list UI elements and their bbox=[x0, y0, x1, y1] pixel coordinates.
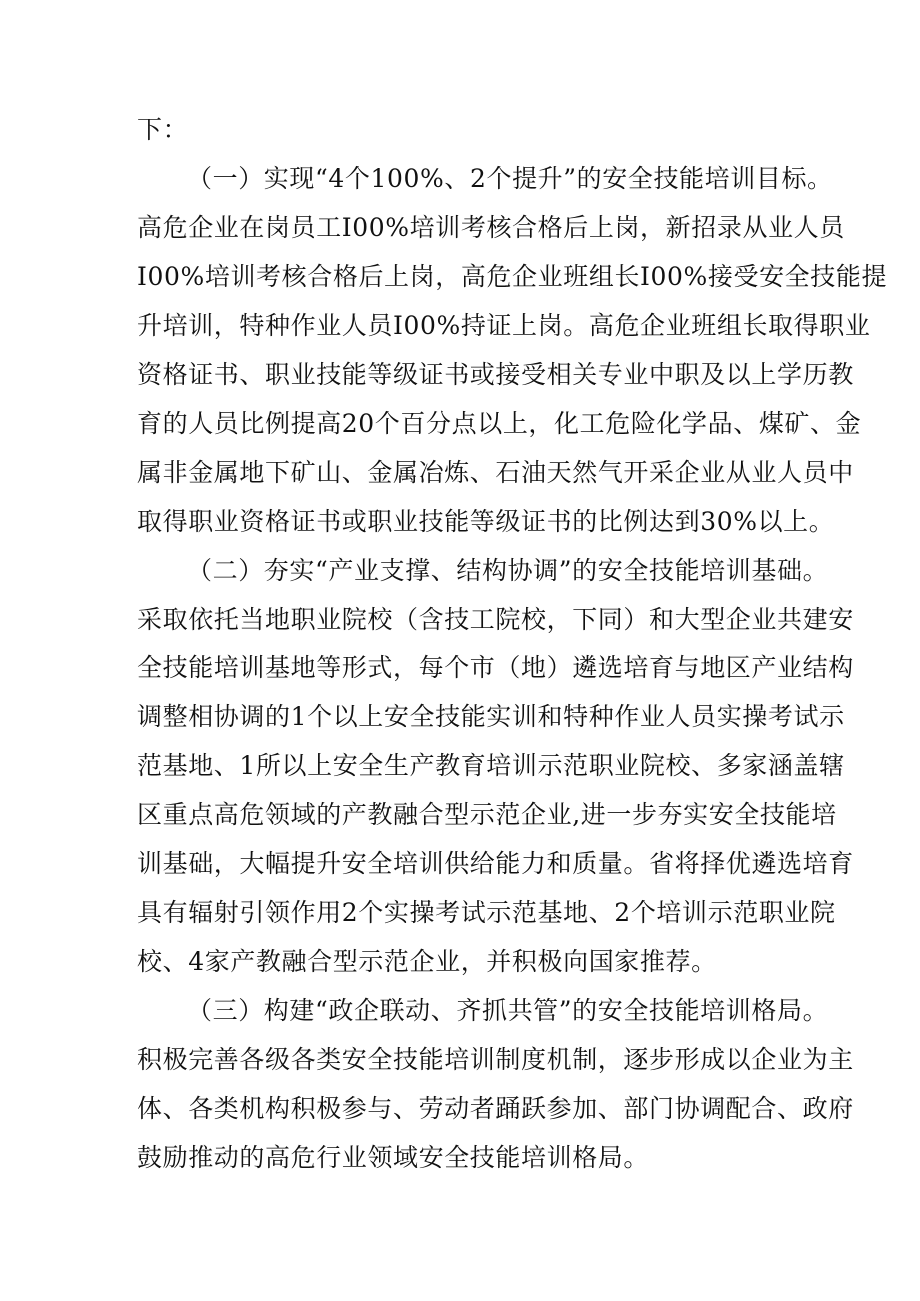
text-line: 范基地、1所以上安全生产教育培训示范职业院校、多家涵盖辖 bbox=[137, 751, 845, 780]
section-heading-2: （二）夯实“产业支撑、结构协调”的安全技能培训基础。 bbox=[187, 556, 829, 585]
text-line: 区重点高危领域的产教融合型示范企业,进一步夯实安全技能培 bbox=[137, 800, 837, 829]
text-line: 积极完善各级各类安全技能培训制度机制，逐步形成以企业为主 bbox=[137, 1045, 854, 1074]
text-line: I00%培训考核合格后上岗，高危企业班组长I00%接受安全技能提 bbox=[137, 262, 888, 291]
section-heading-1: （一）实现“4个100%、2个提升”的安全技能培训目标。 bbox=[187, 164, 833, 193]
text-line: 高危企业在岗员工I00%培训考核合格后上岗，新招录从业人员 bbox=[137, 213, 845, 242]
text-line: 下： bbox=[137, 115, 189, 144]
text-line: 调整相协调的1个以上安全技能实训和特种作业人员实操考试示 bbox=[137, 702, 845, 731]
text-line: 训基础，大幅提升安全培训供给能力和质量。省将择优遴选培育 bbox=[137, 849, 854, 878]
text-line: 鼓励推动的高危行业领域安全技能培训格局。 bbox=[137, 1143, 650, 1172]
text-line: 育的人员比例提高20个百分点以上，化工危险化学品、煤矿、金 bbox=[137, 409, 862, 438]
text-line: 具有辐射引领作用2个实操考试示范基地、2个培训示范职业院 bbox=[137, 898, 836, 927]
text-line: 全技能培训基地等形式，每个市（地）遴选培育与地区产业结构 bbox=[137, 653, 854, 682]
text-line: 取得职业资格证书或职业技能等级证书的比例达到30%以上。 bbox=[137, 507, 835, 536]
section-heading-3: （三）构建“政企联动、齐抓共管”的安全技能培训格局。 bbox=[187, 996, 829, 1025]
text-line: 采取依托当地职业院校（含技工院校，下同）和大型企业共建安 bbox=[137, 605, 854, 634]
text-line: 资格证书、职业技能等级证书或接受相关专业中职及以上学历教 bbox=[137, 360, 854, 389]
text-line: 升培训，特种作业人员I00%持证上岗。高危企业班组长取得职业 bbox=[137, 311, 871, 340]
text-line: 校、4家产教融合型示范企业，并积极向国家推荐。 bbox=[137, 947, 717, 976]
text-line: 属非金属地下矿山、金属冶炼、石油天然气开采企业从业人员中 bbox=[137, 458, 854, 487]
text-line: 体、各类机构积极参与、劳动者踊跃参加、部门协调配合、政府 bbox=[137, 1094, 854, 1123]
